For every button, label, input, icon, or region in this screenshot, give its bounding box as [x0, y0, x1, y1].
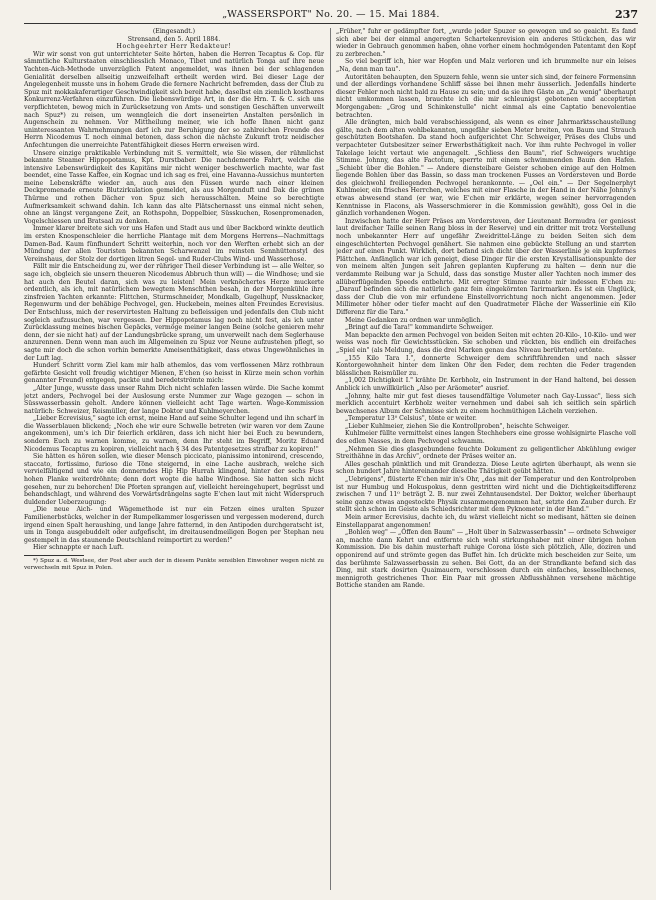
paragraph: Fällt mir die Entscheidung zu, wer der rühriger Theil dieser Verbindung ist — alle Welter, so sage ich, obgleich sie unsern theueren Nicodemus Abbruch thun will) — die Windhose; und sie hat auch den Beutel daran, sich was zu leisten! Mein verknöchertes Herze muckerte ordentlich, als ich, mit natürlichem bewegtem Menschthen besah, in der Morgenkühle ihre zinsfreien Yachten erkannte: Flittchen, Sturmschneider, Mondkalb, Gugelhupf, Nussknacker, Regenwurm und der behäbige Pechvogel, gen. Huckebein, meines alten Freundes Ecrevisius. Der Entschluss, mich der reservirtesten Haltung zu befleissigen und jedenfalls den Club nicht sogleich aufzusuchen, war vergessen. Der Hippopotamus lag noch nicht fest, als ich unter Zurücklassung meines bischen Gepäcks, vermöge meiner langen Beine (solche genieren mehr denn, der sie nicht hat) auf der Landungsbrücke sprang, um unverweilt nach dem Seglerhause anzurennen. Denn wenn man auch im Allgemeinen zu Spuz vor Neune aufzustehen pflegt, so sagte mir doch die schon vorhin bemerkte Ameisenthätigkeit, dass etwas Ungewöhnliches in der Luft lag. [24, 263, 324, 362]
paragraph: „Uebrigens", flüsterte E'chen mir in's Ohr, „das mit der Temperatur und den Kontrolproben ist nur Humbug und Hokuspokus, denn gestritten wird nicht und die Dichtigkeitsdifferenz zwischen 7 und 11⁰ beträgt 2. B. nur zwei Zehntausendstel. Der Doktor, welcher überhaupt seine ganze etwas angestockte Physik zusammengenommen hat, setzte den Zauber durch. Er stellt sich schon im Geiste als Schiedsrichter mit dem Pyknometer in der Hand." [336, 476, 636, 514]
paragraph: „1,002 Dichtigkeit I." krähte Dr. Kerbholz, ein Instrument in der Hand haltend, bei dessen Anblick ich unwillkürlich „Also per Aräometer" ausrief. [336, 377, 636, 392]
left-column [24, 28, 324, 888]
paragraph: Autoritäten behaupten, den Spuzern fehle, wenn sie unter sich sind, der feinere Formensinn und der allerdings vorhandene Schliff sässe bei ihnen mehr äusserlich. Jedenfalls hinderte dieser Fehler noch nicht bald zu Hause zu sein; und da sie ihre Gäste an „Zu wenig" überhaupt nicht umkommen lassen, brauchte ich die mir schleunigst gebotenen und acceptirten Morgengaben: „Grog und Schinkenstulle" nicht einmal als eine Captatio benevolentiae betrachten. [336, 73, 636, 119]
paragraph: Kuhlmeier füllte vermittelst eines langen Stechhebers eine grosse wohlsignirte Flasche voll des edlen Nasses, in dem Pechvogel schwamm. [336, 430, 636, 446]
paragraph: Hier schnappte er nach Luft. [33, 544, 124, 552]
paragraph: „Lieber Ecrevisius," sagte ich ernst, meine Hand auf seine Schulter legend und ihn scharf in die Wasserblauen blickend; „Noch ehe wir eure Schwelle betreten (wir waren vor dem Zaune angekommen), um's ich Dir feierlich erklären, dass ich nicht hier bei Euch zu bewundern, sondern Euch zu warnen komme, zu warnen, denn Ihr steht im Begriff, Moritz Eduard Nicodemus Tecaptus zu kopiren, vielleicht nach § 34 des Patentgesetzes strafbar zu kopiren!" [24, 415, 324, 453]
paragraph: „Bohlen weg" — „Öffen den Baum" — „Holt über in Salzwasserbassin" — ordnete Schweiger an, machte dann Kehrt und entfernte sich wohl stirkungshaber mit einer übrigen hohen Kommission. Die bis dahin musterhaft ruhige Corona löste sich plötzlich, Alle, doziren und opponirend auf und strömte gegen das Buffet hin. Ich drückte mich bescheiden zur Seite, um das berühmte Salzwasserbassin zu sehen. Bei Gott, da an der Strandkante befand sich das Ding, mit stark dosirten Quaimauern, verschlossen durch ein einfaches, kesselblechenes, mennigroth gestrichenes Thor. Ein Paar mit grossen Abflusshähnen versehene mächtige Bottiche standen am Rande. [336, 529, 636, 590]
paragraph: „155 Kilo Tara I.", donnerte Schweiger dem schriftführenden und nach sässer Kontorgewohnheit hinter dem linken Ohr den Feder, dem rechten die Feder tragenden blässlichen Reismüller zu. [336, 354, 636, 377]
footnote-rule [24, 555, 84, 556]
paragraph: So viel begriff ich, hier war Hopfen und Malz verloren und ich brummelte nur ein leises „Na, denn man tau". [336, 58, 636, 73]
page-header [24, 9, 638, 24]
paragraph: „Nehmen Sie dies glasgebundene feuchte Dokument zu geligentlicher Abkühlung ewiger Streithähne in das Archiv", ordnete der Präses weiter an. [336, 445, 636, 461]
footnote: *) Spuz a. d. Westsee, der Post aber auch der in diesem Punkte sensiblen Einwohner wegen nicht zu verwechseln mit Spuz in Polen. [24, 557, 324, 571]
paragraph: „Die neue Aich- und Wägemethode ist nur ein Fetzen eines uralten Spuzer Familienerbstücks, welcher in der Rumpelkammer losgerissen und vergessen moderend, durch irgend einen Spalt heraushing, und lange Jahre fatternd, in den Antipoden durchgeratscht ist, um in Tonga ausgebuddelt oder aufgefischt, im dreitausendmeiligen Bogen per Stephan neu gestempelt in das staunende Deutschland reimportirt zu werden!" [24, 506, 324, 544]
paragraph: Hochgeehrter Herr Redakteur! [116, 43, 232, 51]
paragraph: Wir wir sonst von gut unterrichteter Seite hörten, haben die Herren Tecaptus & Cop. für sämmtliche Kulturstaaten einschliesslich Monaco, Tibet und natürlich Tonga auf ihre neue Yachten-Aich-Methode unverzüglich Patent angemeldet, was ihnen bei der schlagenden Genialität derselben allseitig unzweifelhaft ertheilt werden wird. Bei dieser Lage der Angelegenheit musste uns in hohem Grade die fernere Nachricht befremden, dass der Club zu Spuz mit mokkakaferartiger Geschwindigkeit sich bereit habe, daselbst ein ziemlich kostbares Konkurrenz-Verfahren einzuführen. Die liebenswürdige Art, in der die Hrn. T. & C. sich uns verpflichteten, bewog mich in Zurücksetzung von Amts- und sonstigen Geschäften unverweilt nach Spuz*) zu reisen, um wenngleich die dort inseneirten Anstalten persönlich in Augenschein zu nehmen. Vor Mittheilung meiner, wie ich hoffe Ihnen nicht ganz uninteressanten Wahrnehmungen darf ich zur Beruhigung der so zahlreichen Freunde des Herrn Nicodemus T. noch einmal betonen, dass schon die nächste Zukunft trotz neidischer Anfechtungen die unerreichte Patentfähigkeit dieses Herrn erweisen wird. [24, 50, 324, 149]
paragraph: Alle drängten, mich bald verabschiessigend, als wenn es einer Jahrmarktsschaustellung gälte, nach dem alten wohlbekannten, ungefähr sieben Meter breiten, von Baum und Strauch geschützten Bootshafen. Da stand hoch aufgerichtet Chr. Schweiger, Präses des Clubs und verpachteter Gutsbesitzer seiner Erwerbsthätigkeit nach. Vor ihm ruhte Pechvogel in voller Takelage leicht vertaut wie angenagelt. „Schliess den Baum", rief Schweigers wuchtige Stimme. Johnny, das alte Factotum, sperrte mit einem schwimmenden Baum den Hafen. „Schiebt über die Bohlen." — Andere diensteibare Geister schoben einige auf den Holmen liegende Bohlen über das Bassin, so dass man trockenen Fusses an Vordersteven und Borde des gleichwohl freiliegenden Pechvogel herankonnte. — „Oel ein." — Der Segelnerphyt Kuhlmeier, ein frisches Herrchen, welches mit einer Flasche in der Hand in der Nähe Johnny's etwas abwesend stand (er war, wie E'chen mir erklärte, wegen seiner hervorragenden Kenntnisse in Flacons, als Wasserschmierer in die Kommission gewählt), goss Oel in die gänzlich vorhandenen Wogen. [336, 119, 636, 218]
paragraph: Sie hätten es hören sollen, wie dieser Mensch piccicato, pianissimo intonirend, crescendo, staccato, fortissimo, furioso die Töne steigernd, in eine Lache ausbrach, welche sich vervielfältigend und wie ein donnerndes Hip Hip Hurrah klingend, hinter der sechs Fuss hohen Planke weiterdröhnte; denn dort wogte die halbe Windhose. Sie hatten sich nicht gesehen, nur zu behorchen! Die Pforten sprangen auf, vielleicht hereingehupert, begrüsst und behandschlagt, und während des Vorwärtsdrängelns sagte E'chen laut mit nicht Widerspruch duldender Ueberzeugung: [24, 453, 324, 506]
paragraph: Inzwischen hatte der Herr Präses am Vordersteven, der Lieutenant Bormudra (er geniesst laut dreifacher Taille seinen Rang bloss in der Reserve) und ein dritter mit trotz Vorstellung noch unbekannter Herr auf ungefähr Zweidrittel-Länge zu beiden Seiten sich dem eingeschüchterten Pechvogel genähert. Sie nahmen eine gebückte Stellung an und starrten jeder auf einen Punkt. Wirklich, dort befand sich dicht über der Wasserlinie je ein kupfernes Plättchen. Anfänglich war ich geneigt, diese Dinger für die ersten Krystallisationspunkte der von meinem alten Jungen seit Jahren geplanten Kupferung zu halten — denn nur die verdammte Reibung war ja Schuld, dass das sonstige Muster aller Yachten noch immer des allüberflügelnden Speeds entbehrte. Mit erregter Stimme raunte mir indessen E'chen zu: „Darauf befinden sich die natürlich ganz fein eingekörnten Tarirmarken. Es ist ein Unglück, dass der Club die von mir erfundene Einstellvorrichtung noch nicht angenommen. Jeder Millimeter höher oder tiefer macht auf den Quadratmeter Fläche der Wasserlinie ein Kilo Differenz für die Tara." [336, 217, 636, 316]
paragraph: „Früher," fuhr er gedämpfter fort, „wurde jeder Spuzer so gewogen und so geaicht. Es fand sich aber bei der einmal angeregten Schartekenrevision ein anderes Stückchen, das wir wieder in Gebrauch genommen haben, ohne vorher einem hochmögenden Patentamt den Kopf zu zerbrechen." [336, 28, 636, 58]
paragraph: Meine Gedanken zu ordnen war unmöglich. [345, 316, 483, 324]
paragraph: Mein armer Ecrevisius, dachte ich, du wärst vielleicht nicht so medisant, hätten sie deinen Einstellapparat angenommen! [336, 514, 636, 529]
page-number: 237 [615, 8, 638, 21]
paragraph: Unsere einzige praktikable Verbindung mit S. vermittelt, wie Sie wissen, der rühmlichst bekannte Steamer Hippopotamus, Kpt. Durstbaber. Die nachdemerde Fahrt, welche die intensive Lebenswürdigkeit des Kapitäns mir nicht weniger beschwerlich machte, war fast beendet, eine Tasse Kaffee, ein Kognac und ich sag es frei, eine Havanna-Aussichus munterten meine Lebenskräfte wieder an, auch aus den Füssen wurde nach einer kleinen Deckpromenade erneute Blutzirkulation gemeldet, als aus Morgenduft und Dak die grünen Thürme und rothen Dächer von Spuz sich herausschälten. Meine so berechtigte Aufmerksamkeit schwand dahin. Ich kann das alte Plätschernasst uns einmal nicht sehen, ohne an längst vergangene Zeit, an Rothspohn, Doppelbier, Süsskuchen, Rosenpromenaden, Vogelschiessen und Bratsaal zu denken. [24, 149, 324, 225]
paragraph: „Alter Junge, wusste dass unser Rahm Dich nicht schlafen lassen würde. Die Sache kommt jetzt anders, Pechvogel bei der Auslosung erste Nummer zur Wage gezogen — schon in Süsswasserbassin geholt. Andere können vielleicht acht Tage warten. Wage-Kommission natürlich: Schweizer, Reismüller, der lange Doktor und Kuhlmeyerchen. [24, 384, 324, 415]
paragraph: Strensand, den 5. April 1884. [127, 35, 221, 43]
paragraph: Hundert Schritt vorm Ziel kam mir halb athemlos, das vom verflossenen März rothbraun gefärbte Gesicht voll freudig wichtiger Mienen, E'chen (so heisst in Kürze mein schon vorhin genannter Freund) entgegen, packte und beredetströmte mich: [24, 362, 324, 385]
paragraph: (Eingesandt.) [152, 28, 196, 35]
paragraph: „Temperatur 13⁰ Celsius", tönte er weiter. [345, 415, 477, 423]
paragraph: Immer klarer breitete sich vor uns Hafen und Stadt aus und über Backbord winkte deutlich im ersten Knospenschleier die herrliche Plantage mit dem Morgens Herrens—Nachmittags Damen-Bad. Kaum fünfhundert Schritt weiterhin, noch vor den Werften erhebt sich an der Mündung der allen Touristen bekannten Scharwenzel im reinsten Sennhüttenstyl des Vereinshaus, der Stolz der dortigen litren Segel- und Ruder-Clubs Wind- und Wasserhose. [24, 225, 324, 263]
column-divider [330, 28, 331, 890]
paragraph: „Johnny, halte mir gut fest dieses tausendfältige Volumeter nach Gay-Lussac", liess sich merklich accentuirt Kerbholz weiter vernehmen und dabei sah ich seitlich sein spärlich bewachsenes Album der Schmisse sich zu einem hochmüthigen Lächeln verziehen. [336, 392, 636, 415]
right-column [336, 28, 636, 888]
header-title: „WASSERSPORT" No. 20. — 15. Mai 1884. [222, 9, 440, 20]
paragraph: Man bepackte den armen Pechvogel von beiden Seiten mit echten 20-Kilo-, 10-Kilo- und wer weiss was noch für Gewichtsstücken. Sie schoben und rückten, bis endlich ein dreifaches „Spiel ein" (als Meldung, dass die drei Marken genau das Niveau berührten) ertönte. [336, 331, 636, 354]
paragraph: „Lieber Kuhlmeier, ziehen Sie die Kontrollproben", heischte Schweiger. [345, 422, 570, 430]
paragraph: Alles geschah pünktlich und mit Grandezza. Diese Leute agirten überhaupt, als wenn sie schon hundert Jahre hintereinander dieselbe Thätigkeit geübt hätten. [336, 460, 636, 476]
paragraph: „Bringt auf die Tara!" kommandirte Schweiger. [345, 324, 494, 332]
